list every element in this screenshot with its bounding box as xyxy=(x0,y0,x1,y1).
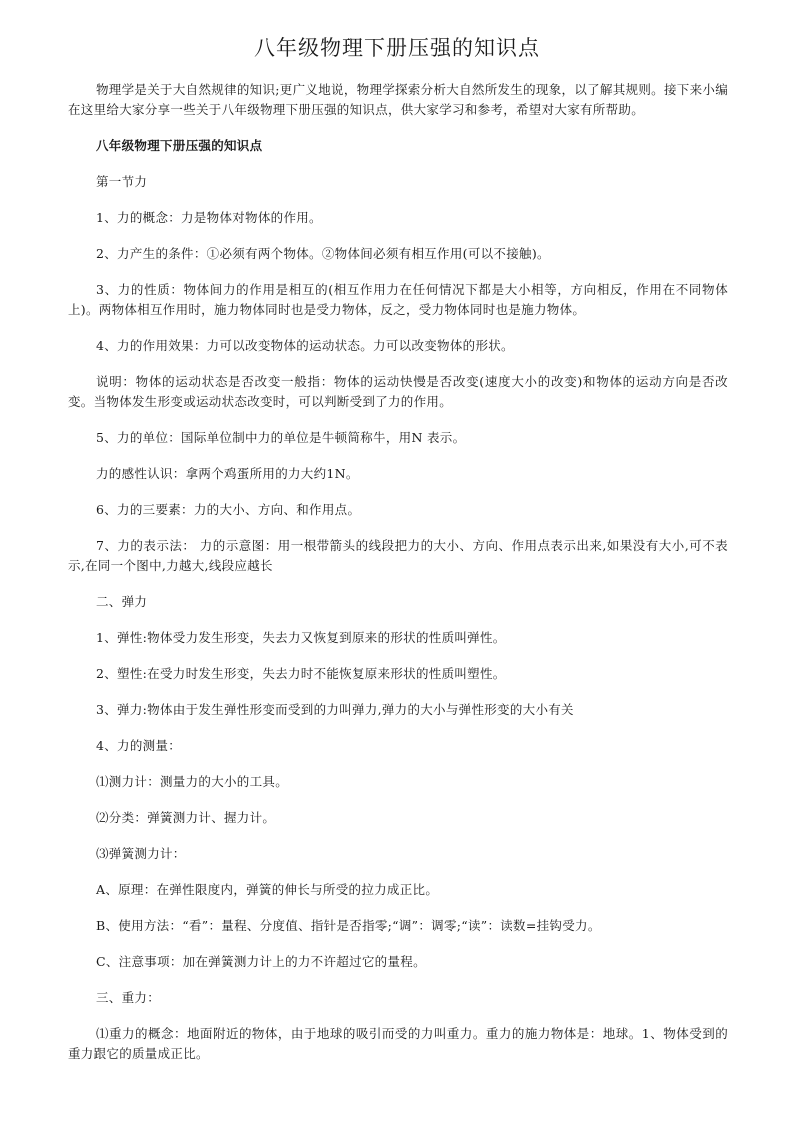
paragraph: 1、弹性:物体受力发生形变，失去力又恢复到原来的形状的性质叫弹性。 xyxy=(96,630,506,645)
paragraph: ⑴测力计：测量力的大小的工具。 xyxy=(96,774,289,789)
paragraph: 力的感性认识：拿两个鸡蛋所用的力大约1N。 xyxy=(96,466,359,481)
paragraph: 7、力的表示法： 力的示意图：用一根带箭头的线段把力的大小、方向、作用点表示出来,如果没有大小,可不表示,在同一个图中,力越大,线段应越长 xyxy=(68,538,728,573)
paragraph: 3、力的性质：物体间力的作用是相互的(相互作用力在任何情况下都是大小相等，方向相反，作用在不同物体上)。两物体相互作用时，施力物体同时也是受力物体，反之，受力物体同时也是施力物体。 xyxy=(68,282,728,317)
paragraph: 5、力的单位：国际单位制中力的单位是牛顿简称牛，用N 表示。 xyxy=(96,430,466,445)
paragraph: ⑶弹簧测力计： xyxy=(96,846,186,861)
paragraph: 说明：物体的运动状态是否改变一般指：物体的运动快慢是否改变(速度大小的改变)和物体的运动方向是否改变。当物体发生形变或运动状态改变时，可以判断受到了力的作用。 xyxy=(68,374,728,409)
paragraph: C、注意事项：加在弹簧测力计上的力不许超过它的量程。 xyxy=(96,954,426,969)
paragraph: B、使用方法：“看”：量程、分度值、指针是否指零;“调”：调零;“读”：读数=挂钩受力。 xyxy=(96,918,601,933)
paragraph: 3、弹力:物体由于发生弹性形变而受到的力叫弹力,弹力的大小与弹性形变的大小有关 xyxy=(96,702,574,717)
paragraph: 4、力的测量： xyxy=(96,738,182,753)
paragraph: ⑵分类：弹簧测力计、握力计。 xyxy=(96,810,276,825)
paragraph: 二、弹力 xyxy=(96,594,148,609)
paragraph: 第一节力 xyxy=(96,174,148,189)
paragraph: 物理学是关于大自然规律的知识;更广义地说，物理学探索分析大自然所发生的现象，以了解其规则。接下来小编在这里给大家分享一些关于八年级物理下册压强的知识点，供大家学习和参考，希望对大家有所帮助。 xyxy=(68,82,728,117)
paragraph: 6、力的三要素：力的大小、方向、和作用点。 xyxy=(96,502,361,517)
paragraph: 4、力的作用效果：力可以改变物体的运动状态。力可以改变物体的形状。 xyxy=(96,338,514,353)
section-heading: 八年级物理下册压强的知识点 xyxy=(96,138,263,153)
paragraph: 2、塑性:在受力时发生形变，失去力时不能恢复原来形状的性质叫塑性。 xyxy=(96,666,506,681)
paragraph: 三、重力： xyxy=(96,990,161,1005)
paragraph: 1、力的概念：力是物体对物体的作用。 xyxy=(96,210,322,225)
paragraph: A、原理：在弹性限度内，弹簧的伸长与所受的拉力成正比。 xyxy=(96,882,439,897)
paragraph: ⑴重力的概念：地面附近的物体，由于地球的吸引而受的力叫重力。重力的施力物体是：地球。1、物体受到的重力跟它的质量成正比。 xyxy=(68,1026,728,1061)
document-title: 八年级物理下册压强的知识点 xyxy=(254,36,540,60)
paragraph: 2、力产生的条件：①必须有两个物体。②物体间必须有相互作用(可以不接触)。 xyxy=(96,246,550,261)
document-body xyxy=(68,80,728,1064)
